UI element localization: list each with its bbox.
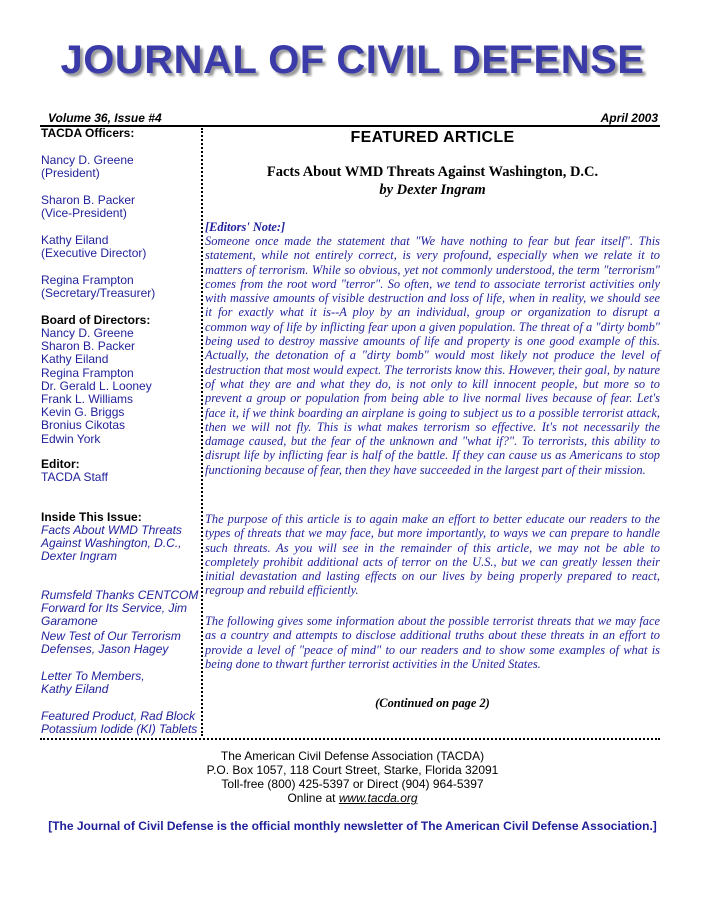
officer-entry — [41, 194, 135, 220]
inside-item-line: New Test of Our Terrorism — [41, 629, 181, 643]
inside-item[interactable] — [41, 670, 145, 696]
editor-name: TACDA Staff — [41, 470, 108, 484]
board-list — [41, 327, 152, 446]
footer-divider — [40, 738, 660, 740]
inside-item[interactable] — [41, 524, 182, 564]
officer-entry — [41, 154, 134, 180]
inside-item-line: Against Washington, D.C., — [41, 536, 182, 551]
inside-heading: Inside This Issue: — [41, 510, 142, 524]
article-paragraph: Someone once made the statement that "We have nothing to fear but fear itself". This statement, while not entirely correct, is very profound, especially when we relate it to matters of terrorism. While so obvious, yet not commonly understood, the term "terrorism" comes from the root word "terror". So often, we tend to associate terrorist activities only with massive amounts of visible destruction and loss of life, when in reality, we should see it for exactly what it is--A ploy by an individual, group or organization to disrupt a common way of life by inflicting fear upon a given population. The threat of a "dirty bomb" being used to destroy massive amounts of life and property is one good example of this. Actually, the detonation of a "dirty bomb" would most likely not produce the level of destruction that most would expect. The terrorists know this. However, their goal, by nature of what they are and what they do, is not only to kill innocent people, but more so to prevent a group or population from being able to live normal lives because of fear. Let's face it, if we think boarding an airplane is going to subject us to a possible terrorist attack, then we will not fly. This is what makes terrorism so effective. It's not necessarily the damage caused, but the fear of the unknown and "what if?". To terrorists, this ability to disrupt life by inflicting fear is half of the battle. If they can cause us as Americans to stop functioning because of fear, then they have succeeded in the largest part of their mission. — [205, 234, 660, 477]
inside-item-line: Potassium Iodide (KI) Tablets — [41, 722, 198, 737]
inside-item-line: Dexter Ingram — [41, 549, 118, 564]
inside-item-line: Kathy Eiland — [41, 682, 109, 697]
footer — [0, 749, 705, 805]
officer-name: Nancy D. Greene — [41, 153, 134, 167]
board-member: Edwin York — [41, 431, 101, 446]
officer-name: Regina Frampton — [41, 273, 134, 287]
inside-item-line: Defenses, Jason Hagey — [41, 642, 169, 657]
website-link[interactable]: www.tacda.org — [338, 791, 418, 805]
inside-item-line: Garamone — [41, 614, 98, 629]
featured-article-label: FEATURED ARTICLE — [350, 129, 515, 146]
board-member: Frank L. Williams — [41, 392, 134, 407]
footer-org: The American Civil Defense Association (TACDA) — [220, 749, 485, 763]
inside-item-line: Featured Product, Rad Block — [41, 709, 196, 723]
inside-item[interactable] — [41, 589, 198, 629]
issue-bar — [40, 110, 660, 127]
article-byline: by Dexter Ingram — [379, 182, 486, 198]
officer-role: (Vice-President) — [41, 206, 127, 221]
officers-heading: TACDA Officers: — [41, 126, 135, 140]
column-divider — [201, 128, 203, 736]
journal-masthead: JOURNAL OF CIVIL DEFENSE — [60, 38, 645, 82]
editors-note-label: [Editors' Note:] — [205, 220, 286, 234]
editor-heading: Editor: — [41, 457, 80, 471]
inside-item-line: Rumsfeld Thanks CENTCOM — [41, 588, 199, 602]
footer-online-label: Online at — [287, 791, 339, 805]
board-member: Nancy D. Greene — [41, 326, 134, 340]
footer-address: P.O. Box 1057, 118 Court Street, Starke, Florida 32091 — [206, 763, 499, 777]
inside-item-line: Facts About WMD Threats — [41, 523, 182, 537]
inside-item-line: Letter To Members, — [41, 669, 145, 683]
issue-volume: Volume 36, Issue #4 — [48, 111, 162, 125]
board-member: Regina Frampton — [41, 365, 134, 380]
footer-online — [0, 791, 705, 805]
article-title: Facts About WMD Threats Against Washington, D.C. — [266, 164, 599, 180]
board-member: Dr. Gerald L. Looney — [41, 378, 152, 393]
article-paragraph: The following gives some information about the possible terrorist threats that we may face as a country and attempts to disclose additional truths about these threats in an effort to provide a level of "peace of mind" to our readers and to show some examples of what is being done to thwart further terrorist activities in the United States. — [205, 614, 660, 671]
officer-role: (Secretary/Treasurer) — [41, 286, 156, 301]
board-member: Sharon B. Packer — [41, 339, 136, 354]
board-member: Bronius Cikotas — [41, 418, 126, 433]
officer-role: (Executive Director) — [41, 246, 147, 261]
article-paragraph: The purpose of this article is to again make an effort to better educate our readers to the types of threats that we may face, but more importantly, to ways we can prepare to handle such threats. As you will see in the remainder of this article, we may not be able to completely prohibit additional acts of terror on the U.S., but we can greatly lessen their initial devastation and lasting effects on our lives by being properly prepared to react, regroup and rebuild efficiently. — [205, 512, 660, 598]
inside-item-line: Forward for Its Service, Jim — [41, 601, 188, 616]
footer-phone: Toll-free (800) 425-5397 or Direct (904) 964-5397 — [221, 777, 484, 791]
board-member: Kevin G. Briggs — [41, 405, 125, 420]
continued-note: (Continued on page 2) — [375, 696, 490, 710]
officer-entry — [41, 234, 146, 260]
officer-name: Kathy Eiland — [41, 233, 109, 247]
officer-name: Sharon B. Packer — [41, 193, 136, 207]
newsletter-tagline: [The Journal of Civil Defense is the official monthly newsletter of The American Civil Defense Association.] — [48, 819, 657, 833]
inside-item[interactable] — [41, 710, 197, 736]
issue-date: April 2003 — [600, 111, 658, 125]
officer-role: (President) — [41, 166, 100, 181]
inside-item[interactable] — [41, 630, 181, 656]
board-member: Kathy Eiland — [41, 352, 109, 367]
officer-entry — [41, 274, 155, 300]
board-heading: Board of Directors: — [41, 313, 151, 327]
